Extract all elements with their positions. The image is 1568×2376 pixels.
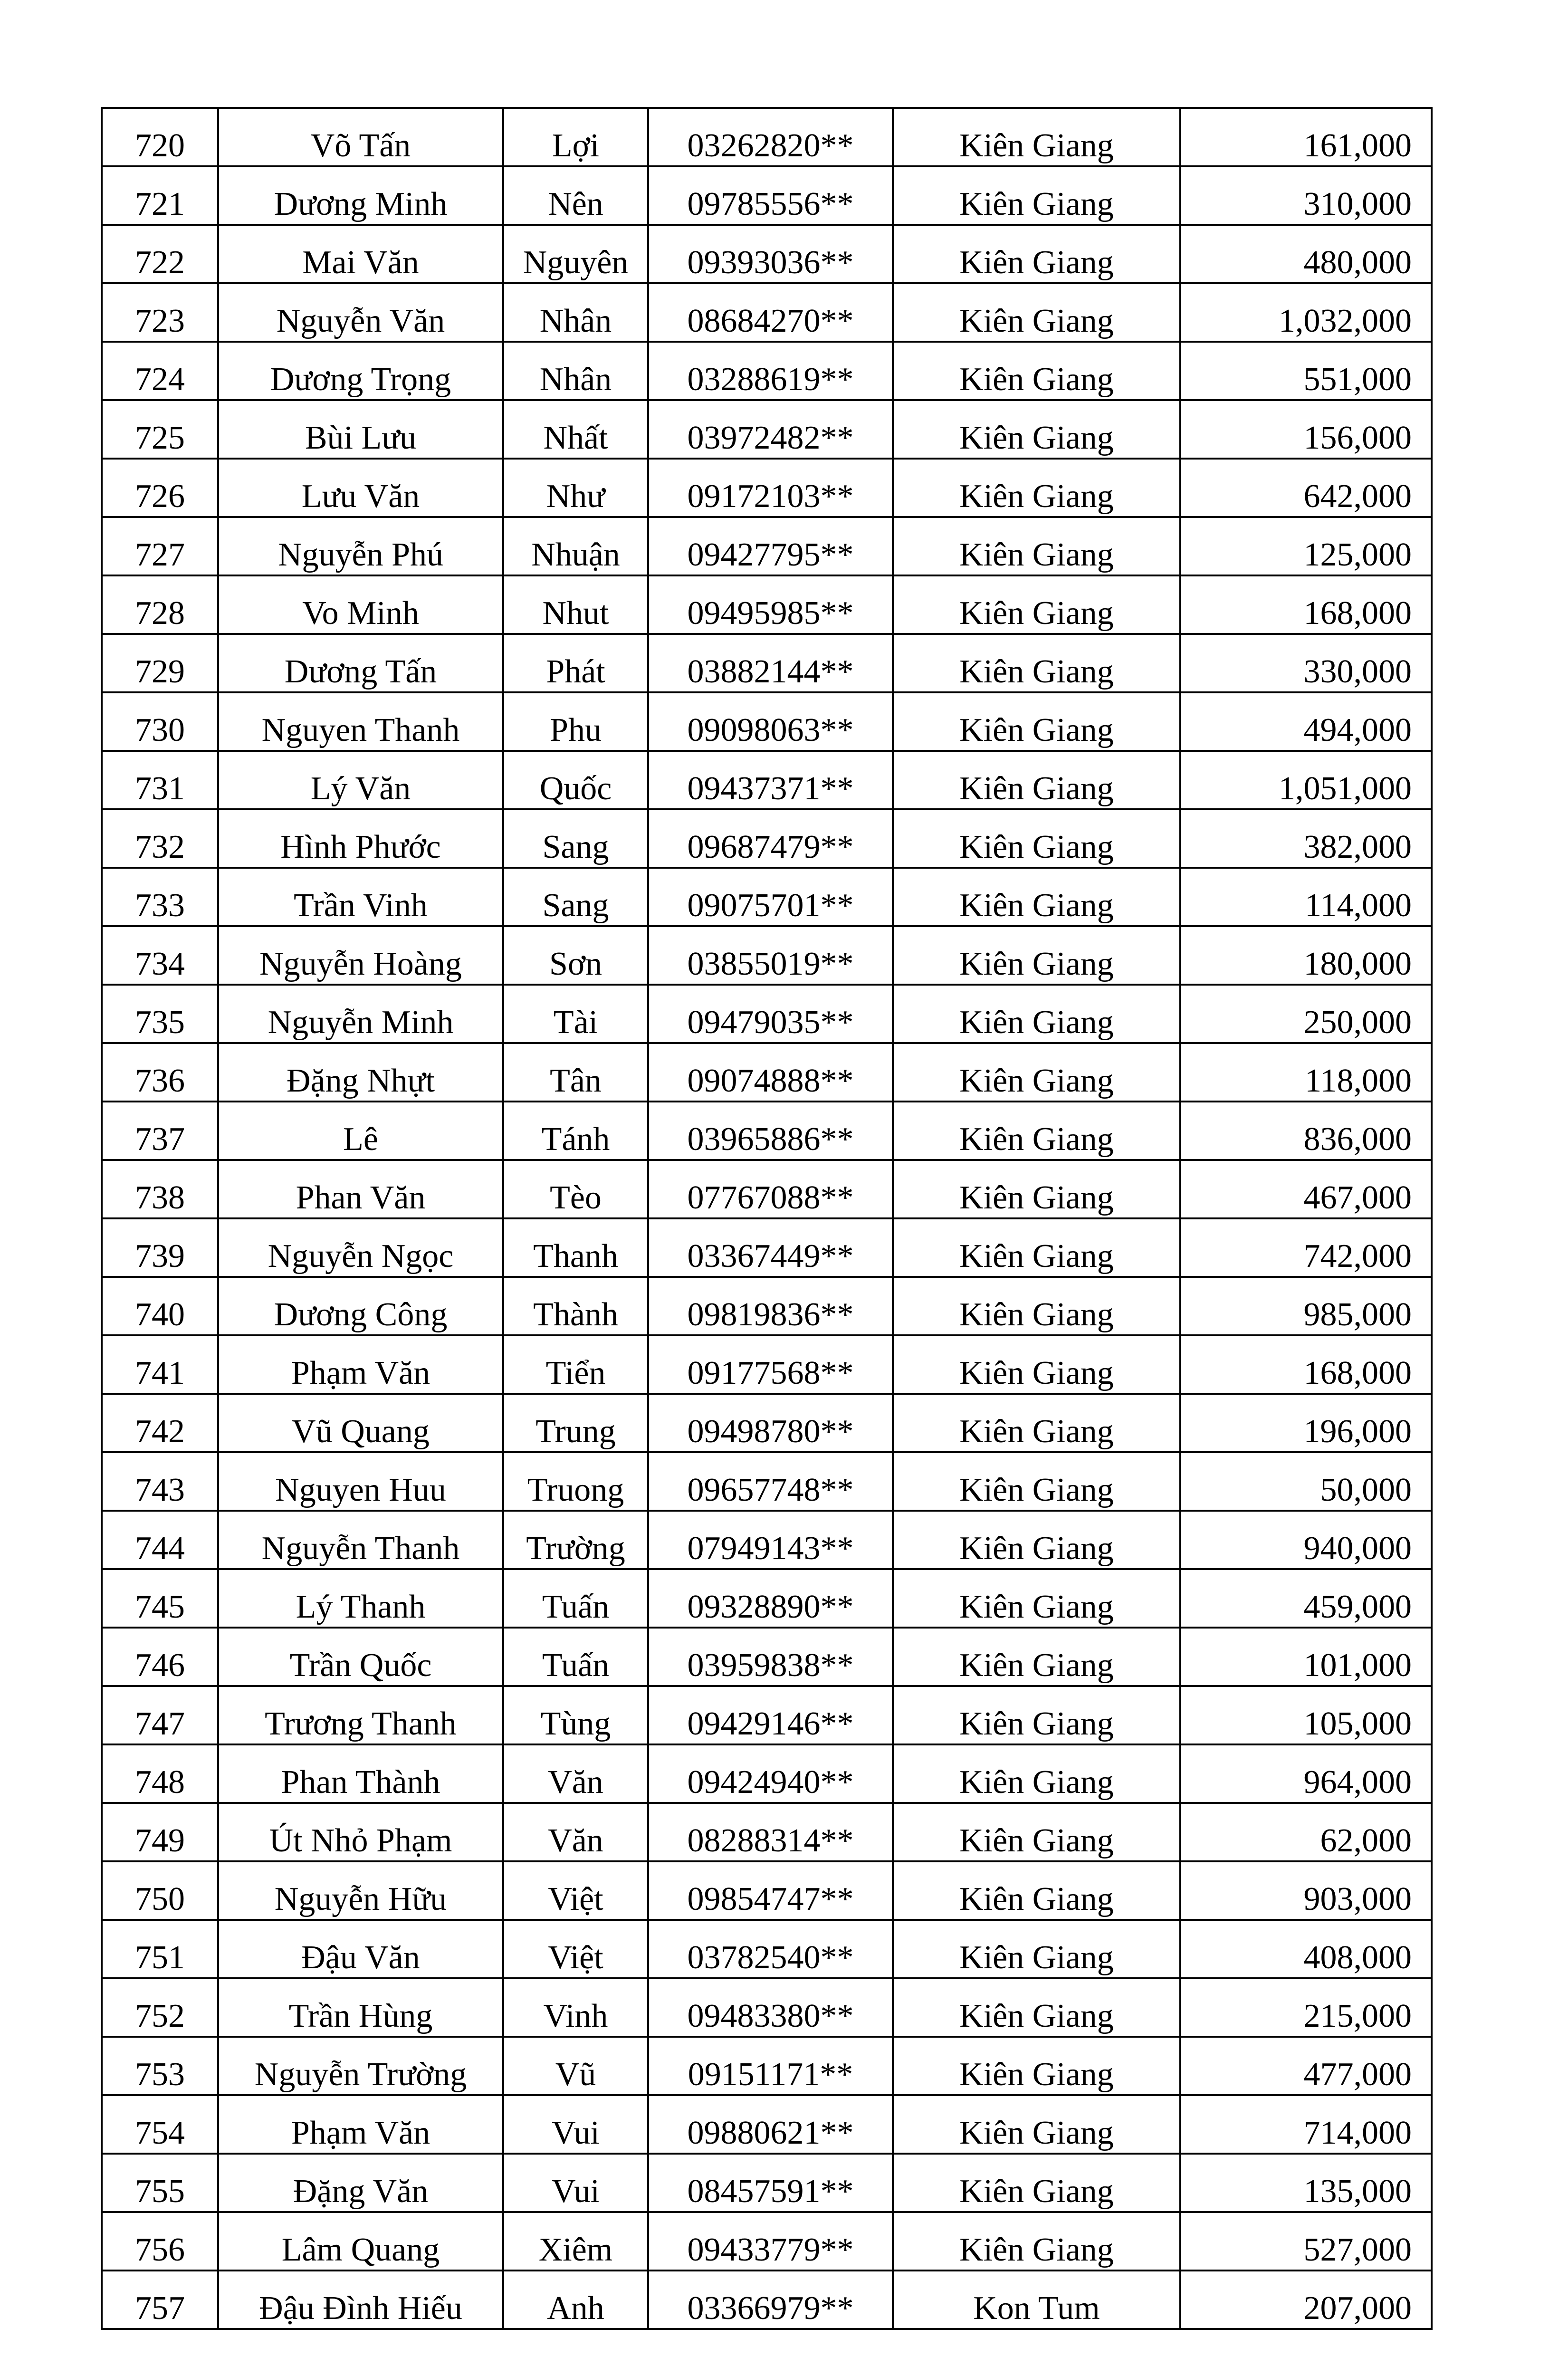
family-name-cell: Lưu Văn xyxy=(218,459,503,517)
given-name-cell: Tiển xyxy=(503,1335,648,1394)
given-name-cell: Tuấn xyxy=(503,1628,648,1686)
given-name-cell: Tài xyxy=(503,985,648,1043)
province-cell: Kiên Giang xyxy=(893,1686,1180,1744)
given-name-cell: Như xyxy=(503,459,648,517)
family-name-cell: Vũ Quang xyxy=(218,1394,503,1452)
family-name-cell: Đậu Văn xyxy=(218,1920,503,1978)
family-name-cell: Dương Tấn xyxy=(218,634,503,692)
province-cell: Kiên Giang xyxy=(893,1394,1180,1452)
table-row xyxy=(102,926,1432,985)
phone-number-cell: 09433779** xyxy=(648,2212,893,2271)
table-row xyxy=(102,459,1432,517)
province-cell: Kiên Giang xyxy=(893,2212,1180,2271)
family-name-cell: Phạm Văn xyxy=(218,1335,503,1394)
table-row xyxy=(102,1920,1432,1978)
given-name-cell: Nhân xyxy=(503,283,648,342)
table-row xyxy=(102,1102,1432,1160)
amount-cell: 168,000 xyxy=(1180,1335,1432,1394)
amount-cell: 125,000 xyxy=(1180,517,1432,575)
province-cell: Kiên Giang xyxy=(893,868,1180,926)
province-cell: Kiên Giang xyxy=(893,342,1180,400)
phone-number-cell: 09172103** xyxy=(648,459,893,517)
table-row xyxy=(102,2095,1432,2154)
given-name-cell: Lợi xyxy=(503,108,648,166)
province-cell: Kiên Giang xyxy=(893,1511,1180,1569)
province-cell: Kiên Giang xyxy=(893,1920,1180,1978)
table-row xyxy=(102,751,1432,809)
phone-number-cell: 03782540** xyxy=(648,1920,893,1978)
amount-cell: 642,000 xyxy=(1180,459,1432,517)
row-number-cell: 722 xyxy=(102,225,218,283)
phone-number-cell: 09424940** xyxy=(648,1744,893,1803)
phone-number-cell: 08457591** xyxy=(648,2154,893,2212)
family-name-cell: Lê xyxy=(218,1102,503,1160)
family-name-cell: Bùi Lưu xyxy=(218,400,503,459)
given-name-cell: Văn xyxy=(503,1744,648,1803)
amount-cell: 215,000 xyxy=(1180,1978,1432,2037)
amount-cell: 551,000 xyxy=(1180,342,1432,400)
family-name-cell: Phan Thành xyxy=(218,1744,503,1803)
table-row xyxy=(102,225,1432,283)
province-cell: Kiên Giang xyxy=(893,634,1180,692)
table-row xyxy=(102,1569,1432,1628)
given-name-cell: Nhuận xyxy=(503,517,648,575)
amount-cell: 1,051,000 xyxy=(1180,751,1432,809)
phone-number-cell: 07949143** xyxy=(648,1511,893,1569)
province-cell: Kon Tum xyxy=(893,2271,1180,2329)
amount-cell: 836,000 xyxy=(1180,1102,1432,1160)
row-number-cell: 735 xyxy=(102,985,218,1043)
amount-cell: 207,000 xyxy=(1180,2271,1432,2329)
phone-number-cell: 03972482** xyxy=(648,400,893,459)
table-row xyxy=(102,692,1432,751)
province-cell: Kiên Giang xyxy=(893,2154,1180,2212)
given-name-cell: Thành xyxy=(503,1277,648,1335)
amount-cell: 714,000 xyxy=(1180,2095,1432,2154)
amount-cell: 135,000 xyxy=(1180,2154,1432,2212)
amount-cell: 161,000 xyxy=(1180,108,1432,166)
family-name-cell: Nguyễn Hoàng xyxy=(218,926,503,985)
given-name-cell: Nên xyxy=(503,166,648,225)
province-cell: Kiên Giang xyxy=(893,283,1180,342)
table-row xyxy=(102,1978,1432,2037)
row-number-cell: 721 xyxy=(102,166,218,225)
family-name-cell: Đậu Đình Hiếu xyxy=(218,2271,503,2329)
amount-cell: 940,000 xyxy=(1180,1511,1432,1569)
row-number-cell: 745 xyxy=(102,1569,218,1628)
amount-cell: 330,000 xyxy=(1180,634,1432,692)
amount-cell: 50,000 xyxy=(1180,1452,1432,1511)
family-name-cell: Trần Vinh xyxy=(218,868,503,926)
family-name-cell: Nguyễn Minh xyxy=(218,985,503,1043)
given-name-cell: Anh xyxy=(503,2271,648,2329)
province-cell: Kiên Giang xyxy=(893,225,1180,283)
phone-number-cell: 09393036** xyxy=(648,225,893,283)
amount-cell: 114,000 xyxy=(1180,868,1432,926)
row-number-cell: 754 xyxy=(102,2095,218,2154)
row-number-cell: 731 xyxy=(102,751,218,809)
row-number-cell: 725 xyxy=(102,400,218,459)
given-name-cell: Nguyên xyxy=(503,225,648,283)
table-row xyxy=(102,1628,1432,1686)
phone-number-cell: 09151171** xyxy=(648,2037,893,2095)
phone-number-cell: 09819836** xyxy=(648,1277,893,1335)
table-row xyxy=(102,400,1432,459)
amount-cell: 480,000 xyxy=(1180,225,1432,283)
province-cell: Kiên Giang xyxy=(893,1277,1180,1335)
table-row xyxy=(102,517,1432,575)
province-cell: Kiên Giang xyxy=(893,2037,1180,2095)
row-number-cell: 742 xyxy=(102,1394,218,1452)
table-row xyxy=(102,1218,1432,1277)
row-number-cell: 756 xyxy=(102,2212,218,2271)
province-cell: Kiên Giang xyxy=(893,1160,1180,1218)
phone-number-cell: 09437371** xyxy=(648,751,893,809)
province-cell: Kiên Giang xyxy=(893,517,1180,575)
given-name-cell: Trường xyxy=(503,1511,648,1569)
row-number-cell: 720 xyxy=(102,108,218,166)
family-name-cell: Phan Văn xyxy=(218,1160,503,1218)
given-name-cell: Sơn xyxy=(503,926,648,985)
given-name-cell: Vũ xyxy=(503,2037,648,2095)
row-number-cell: 737 xyxy=(102,1102,218,1160)
province-cell: Kiên Giang xyxy=(893,1218,1180,1277)
amount-cell: 467,000 xyxy=(1180,1160,1432,1218)
row-number-cell: 753 xyxy=(102,2037,218,2095)
family-name-cell: Mai Văn xyxy=(218,225,503,283)
recipients-table xyxy=(101,107,1433,2330)
phone-number-cell: 03855019** xyxy=(648,926,893,985)
given-name-cell: Sang xyxy=(503,809,648,868)
table-row xyxy=(102,108,1432,166)
row-number-cell: 750 xyxy=(102,1861,218,1920)
given-name-cell: Tân xyxy=(503,1043,648,1102)
row-number-cell: 729 xyxy=(102,634,218,692)
given-name-cell: Vui xyxy=(503,2154,648,2212)
phone-number-cell: 09785556** xyxy=(648,166,893,225)
province-cell: Kiên Giang xyxy=(893,575,1180,634)
amount-cell: 382,000 xyxy=(1180,809,1432,868)
province-cell: Kiên Giang xyxy=(893,809,1180,868)
row-number-cell: 757 xyxy=(102,2271,218,2329)
family-name-cell: Đặng Nhựt xyxy=(218,1043,503,1102)
table-row xyxy=(102,1511,1432,1569)
province-cell: Kiên Giang xyxy=(893,1335,1180,1394)
given-name-cell: Văn xyxy=(503,1803,648,1861)
row-number-cell: 727 xyxy=(102,517,218,575)
row-number-cell: 728 xyxy=(102,575,218,634)
family-name-cell: Út Nhỏ Phạm xyxy=(218,1803,503,1861)
province-cell: Kiên Giang xyxy=(893,692,1180,751)
family-name-cell: Dương Trọng xyxy=(218,342,503,400)
row-number-cell: 724 xyxy=(102,342,218,400)
province-cell: Kiên Giang xyxy=(893,108,1180,166)
phone-number-cell: 09177568** xyxy=(648,1335,893,1394)
family-name-cell: Nguyen Huu xyxy=(218,1452,503,1511)
phone-number-cell: 09854747** xyxy=(648,1861,893,1920)
phone-number-cell: 09495985** xyxy=(648,575,893,634)
family-name-cell: Trương Thanh xyxy=(218,1686,503,1744)
row-number-cell: 748 xyxy=(102,1744,218,1803)
row-number-cell: 726 xyxy=(102,459,218,517)
amount-cell: 196,000 xyxy=(1180,1394,1432,1452)
row-number-cell: 739 xyxy=(102,1218,218,1277)
given-name-cell: Nhut xyxy=(503,575,648,634)
given-name-cell: Vui xyxy=(503,2095,648,2154)
phone-number-cell: 09483380** xyxy=(648,1978,893,2037)
amount-cell: 310,000 xyxy=(1180,166,1432,225)
amount-cell: 105,000 xyxy=(1180,1686,1432,1744)
table-row xyxy=(102,1803,1432,1861)
given-name-cell: Tèo xyxy=(503,1160,648,1218)
amount-cell: 477,000 xyxy=(1180,2037,1432,2095)
phone-number-cell: 09880621** xyxy=(648,2095,893,2154)
table-row xyxy=(102,1160,1432,1218)
row-number-cell: 732 xyxy=(102,809,218,868)
row-number-cell: 741 xyxy=(102,1335,218,1394)
family-name-cell: Dương Minh xyxy=(218,166,503,225)
given-name-cell: Sang xyxy=(503,868,648,926)
amount-cell: 250,000 xyxy=(1180,985,1432,1043)
row-number-cell: 752 xyxy=(102,1978,218,2037)
row-number-cell: 744 xyxy=(102,1511,218,1569)
amount-cell: 459,000 xyxy=(1180,1569,1432,1628)
given-name-cell: Phu xyxy=(503,692,648,751)
table-row xyxy=(102,1861,1432,1920)
table-row xyxy=(102,1043,1432,1102)
row-number-cell: 740 xyxy=(102,1277,218,1335)
phone-number-cell: 03965886** xyxy=(648,1102,893,1160)
table-row xyxy=(102,575,1432,634)
amount-cell: 494,000 xyxy=(1180,692,1432,751)
family-name-cell: Nguyễn Văn xyxy=(218,283,503,342)
table-row xyxy=(102,342,1432,400)
amount-cell: 101,000 xyxy=(1180,1628,1432,1686)
family-name-cell: Đặng Văn xyxy=(218,2154,503,2212)
given-name-cell: Tánh xyxy=(503,1102,648,1160)
row-number-cell: 749 xyxy=(102,1803,218,1861)
given-name-cell: Trung xyxy=(503,1394,648,1452)
row-number-cell: 730 xyxy=(102,692,218,751)
given-name-cell: Xiêm xyxy=(503,2212,648,2271)
table-body xyxy=(102,108,1432,2329)
given-name-cell: Truong xyxy=(503,1452,648,1511)
province-cell: Kiên Giang xyxy=(893,926,1180,985)
amount-cell: 156,000 xyxy=(1180,400,1432,459)
given-name-cell: Tuấn xyxy=(503,1569,648,1628)
table-row xyxy=(102,1335,1432,1394)
phone-number-cell: 09074888** xyxy=(648,1043,893,1102)
phone-number-cell: 09498780** xyxy=(648,1394,893,1452)
family-name-cell: Phạm Văn xyxy=(218,2095,503,2154)
table-row xyxy=(102,985,1432,1043)
family-name-cell: Hình Phước xyxy=(218,809,503,868)
family-name-cell: Vo Minh xyxy=(218,575,503,634)
table-row xyxy=(102,1452,1432,1511)
phone-number-cell: 09687479** xyxy=(648,809,893,868)
row-number-cell: 736 xyxy=(102,1043,218,1102)
family-name-cell: Nguyễn Ngọc xyxy=(218,1218,503,1277)
province-cell: Kiên Giang xyxy=(893,1452,1180,1511)
phone-number-cell: 03262820** xyxy=(648,108,893,166)
table-row xyxy=(102,2212,1432,2271)
row-number-cell: 734 xyxy=(102,926,218,985)
table-row xyxy=(102,1744,1432,1803)
table-row xyxy=(102,1394,1432,1452)
province-cell: Kiên Giang xyxy=(893,1628,1180,1686)
amount-cell: 180,000 xyxy=(1180,926,1432,985)
given-name-cell: Nhân xyxy=(503,342,648,400)
province-cell: Kiên Giang xyxy=(893,1861,1180,1920)
table-row xyxy=(102,1686,1432,1744)
family-name-cell: Nguyễn Thanh xyxy=(218,1511,503,1569)
phone-number-cell: 03882144** xyxy=(648,634,893,692)
given-name-cell: Vinh xyxy=(503,1978,648,2037)
row-number-cell: 746 xyxy=(102,1628,218,1686)
row-number-cell: 733 xyxy=(102,868,218,926)
province-cell: Kiên Giang xyxy=(893,459,1180,517)
phone-number-cell: 08684270** xyxy=(648,283,893,342)
phone-number-cell: 03366979** xyxy=(648,2271,893,2329)
amount-cell: 742,000 xyxy=(1180,1218,1432,1277)
given-name-cell: Nhất xyxy=(503,400,648,459)
province-cell: Kiên Giang xyxy=(893,751,1180,809)
family-name-cell: Nguyễn Trường xyxy=(218,2037,503,2095)
amount-cell: 964,000 xyxy=(1180,1744,1432,1803)
amount-cell: 118,000 xyxy=(1180,1043,1432,1102)
row-number-cell: 755 xyxy=(102,2154,218,2212)
amount-cell: 1,032,000 xyxy=(1180,283,1432,342)
province-cell: Kiên Giang xyxy=(893,2095,1180,2154)
phone-number-cell: 03288619** xyxy=(648,342,893,400)
table-row xyxy=(102,283,1432,342)
family-name-cell: Nguyen Thanh xyxy=(218,692,503,751)
table-row xyxy=(102,2154,1432,2212)
table-row xyxy=(102,809,1432,868)
table-row xyxy=(102,166,1432,225)
amount-cell: 903,000 xyxy=(1180,1861,1432,1920)
province-cell: Kiên Giang xyxy=(893,1043,1180,1102)
province-cell: Kiên Giang xyxy=(893,1744,1180,1803)
given-name-cell: Phát xyxy=(503,634,648,692)
phone-number-cell: 09657748** xyxy=(648,1452,893,1511)
given-name-cell: Việt xyxy=(503,1861,648,1920)
family-name-cell: Lý Thanh xyxy=(218,1569,503,1628)
amount-cell: 985,000 xyxy=(1180,1277,1432,1335)
family-name-cell: Lâm Quang xyxy=(218,2212,503,2271)
phone-number-cell: 07767088** xyxy=(648,1160,893,1218)
family-name-cell: Dương Công xyxy=(218,1277,503,1335)
phone-number-cell: 09427795** xyxy=(648,517,893,575)
table-row xyxy=(102,1277,1432,1335)
row-number-cell: 723 xyxy=(102,283,218,342)
given-name-cell: Việt xyxy=(503,1920,648,1978)
given-name-cell: Thanh xyxy=(503,1218,648,1277)
amount-cell: 527,000 xyxy=(1180,2212,1432,2271)
row-number-cell: 738 xyxy=(102,1160,218,1218)
phone-number-cell: 09429146** xyxy=(648,1686,893,1744)
row-number-cell: 747 xyxy=(102,1686,218,1744)
province-cell: Kiên Giang xyxy=(893,1803,1180,1861)
phone-number-cell: 03959838** xyxy=(648,1628,893,1686)
given-name-cell: Tùng xyxy=(503,1686,648,1744)
phone-number-cell: 09075701** xyxy=(648,868,893,926)
phone-number-cell: 09328890** xyxy=(648,1569,893,1628)
province-cell: Kiên Giang xyxy=(893,985,1180,1043)
province-cell: Kiên Giang xyxy=(893,1102,1180,1160)
table-row xyxy=(102,2271,1432,2329)
family-name-cell: Trần Quốc xyxy=(218,1628,503,1686)
family-name-cell: Trần Hùng xyxy=(218,1978,503,2037)
phone-number-cell: 09479035** xyxy=(648,985,893,1043)
family-name-cell: Nguyễn Phú xyxy=(218,517,503,575)
family-name-cell: Võ Tấn xyxy=(218,108,503,166)
table-row xyxy=(102,2037,1432,2095)
amount-cell: 62,000 xyxy=(1180,1803,1432,1861)
table-row xyxy=(102,868,1432,926)
province-cell: Kiên Giang xyxy=(893,400,1180,459)
row-number-cell: 743 xyxy=(102,1452,218,1511)
amount-cell: 168,000 xyxy=(1180,575,1432,634)
family-name-cell: Nguyễn Hữu xyxy=(218,1861,503,1920)
phone-number-cell: 08288314** xyxy=(648,1803,893,1861)
table-row xyxy=(102,634,1432,692)
phone-number-cell: 03367449** xyxy=(648,1218,893,1277)
amount-cell: 408,000 xyxy=(1180,1920,1432,1978)
province-cell: Kiên Giang xyxy=(893,1978,1180,2037)
family-name-cell: Lý Văn xyxy=(218,751,503,809)
phone-number-cell: 09098063** xyxy=(648,692,893,751)
row-number-cell: 751 xyxy=(102,1920,218,1978)
province-cell: Kiên Giang xyxy=(893,1569,1180,1628)
province-cell: Kiên Giang xyxy=(893,166,1180,225)
given-name-cell: Quốc xyxy=(503,751,648,809)
